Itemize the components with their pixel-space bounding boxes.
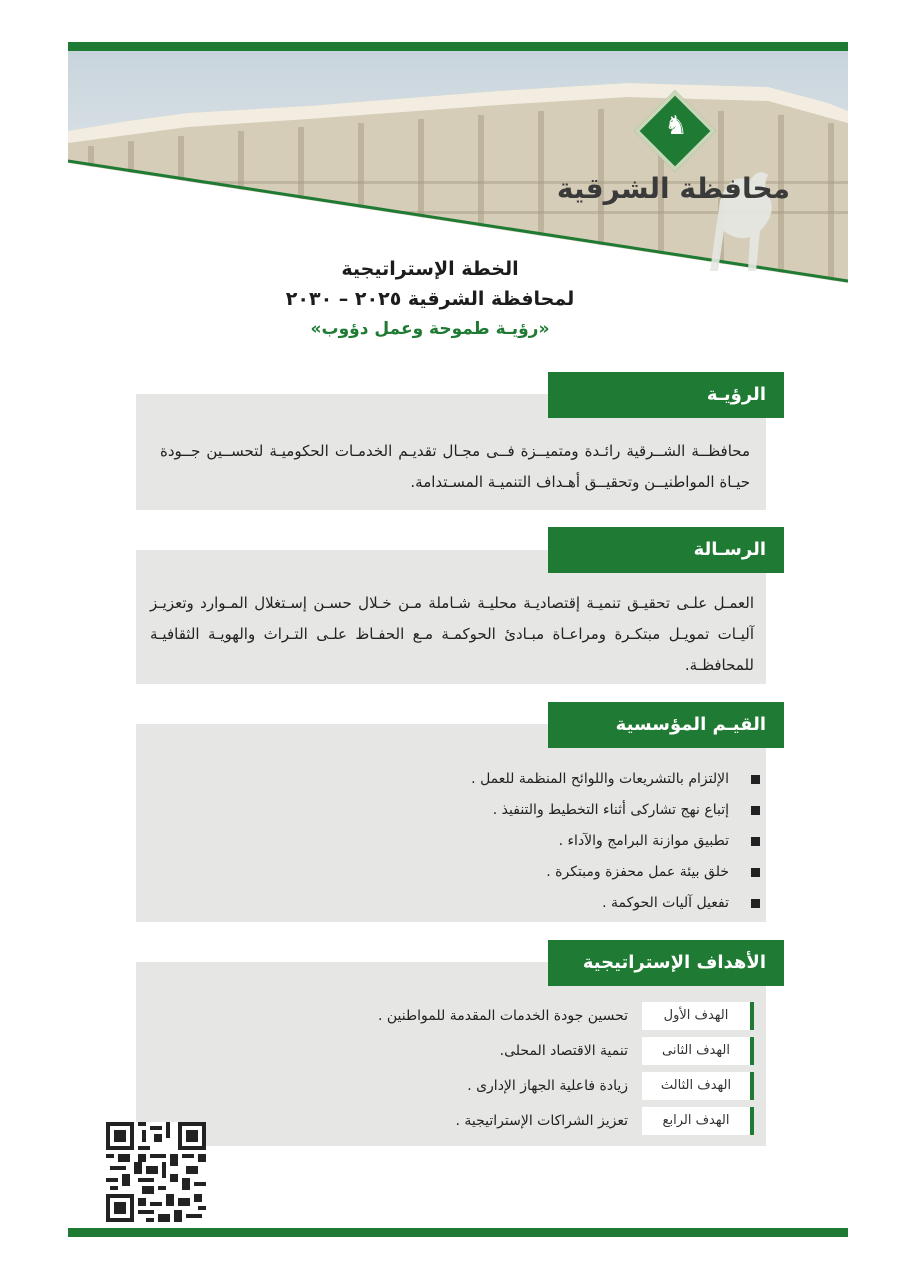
horse-icon: ♞: [664, 111, 688, 141]
goal-label: الهدف الثالث: [642, 1072, 754, 1100]
goal-label: الهدف الأول: [642, 1002, 754, 1030]
list-item: إتباع نهج تشاركى أثناء التخطيط والتنفيذ .: [300, 795, 760, 826]
bullet-icon: [751, 806, 760, 815]
list-item: خلق بيئة عمل محفزة ومبتكرة .: [300, 857, 760, 888]
goal-text: زيادة فاعلية الجهاز الإدارى .: [467, 1077, 628, 1094]
goals-heading: الأهداف الإستراتيجية: [548, 940, 784, 986]
values-list: [300, 764, 760, 919]
top-border-bar: [68, 42, 848, 51]
values-heading: القيـم المؤسسية: [548, 702, 784, 748]
goal-row: [300, 1103, 754, 1138]
bullet-icon: [751, 837, 760, 846]
goal-row: [300, 998, 754, 1033]
goal-row: [300, 1068, 754, 1103]
bullet-icon: [751, 899, 760, 908]
governorate-name: محافظة الشرقية: [556, 172, 790, 205]
plan-title: الخطة الإستراتيجية: [341, 258, 519, 280]
qr-code[interactable]: [106, 1122, 206, 1222]
list-item: تفعيل آليات الحوكمة .: [300, 888, 760, 919]
goal-text: تعزيز الشراكات الإستراتيجية .: [455, 1112, 628, 1129]
mission-text: العمـل علـى تحقيـق تنميـة إقتصاديـة محليـة شـاملة مـن خـلال حسـن إسـتغلال المـوارد وتعزيـز آليـات تمويـل مبتكـرة ومراعـاة مبـادئ الحوكمـة مـع الحفـاظ علـى التـراث والهويـة الثقافيـة للمحافظـة.: [150, 594, 754, 674]
plan-title-block: [240, 254, 620, 344]
goal-label: الهدف الثانى: [642, 1037, 754, 1065]
list-item: تطبيق موازنة البرامج والآداء .: [300, 826, 760, 857]
mission-heading: الرسـالة: [548, 527, 784, 573]
list-item: الإلتزام بالتشريعات واللوائح المنظمة للعمل .: [300, 764, 760, 795]
goal-row: [300, 1033, 754, 1068]
bullet-icon: [751, 775, 760, 784]
bullet-icon: [751, 868, 760, 877]
vision-heading: الرؤيـة: [548, 372, 784, 418]
goal-label: الهدف الرابع: [642, 1107, 754, 1135]
bottom-border-bar: [68, 1228, 848, 1237]
goals-list: [300, 998, 754, 1138]
goal-text: تنمية الاقتصاد المحلى.: [499, 1042, 628, 1059]
vision-text: محافظــة الشــرقية رائـدة ومتميــزة فــى مجـال تقديـم الخدمـات الحكوميـة لتحســين جــودة حيـاة المواطنيــن وتحقيــق أهـداف التنميـة المسـتدامة.: [160, 442, 750, 491]
plan-slogan: «رؤيـة طموحة وعمل دؤوب»: [310, 319, 550, 339]
goal-text: تحسين جودة الخدمات المقدمة للمواطنين .: [378, 1007, 628, 1024]
plan-subtitle: لمحافظة الشرقية ٢٠٢٥ – ٢٠٣٠: [285, 288, 575, 310]
